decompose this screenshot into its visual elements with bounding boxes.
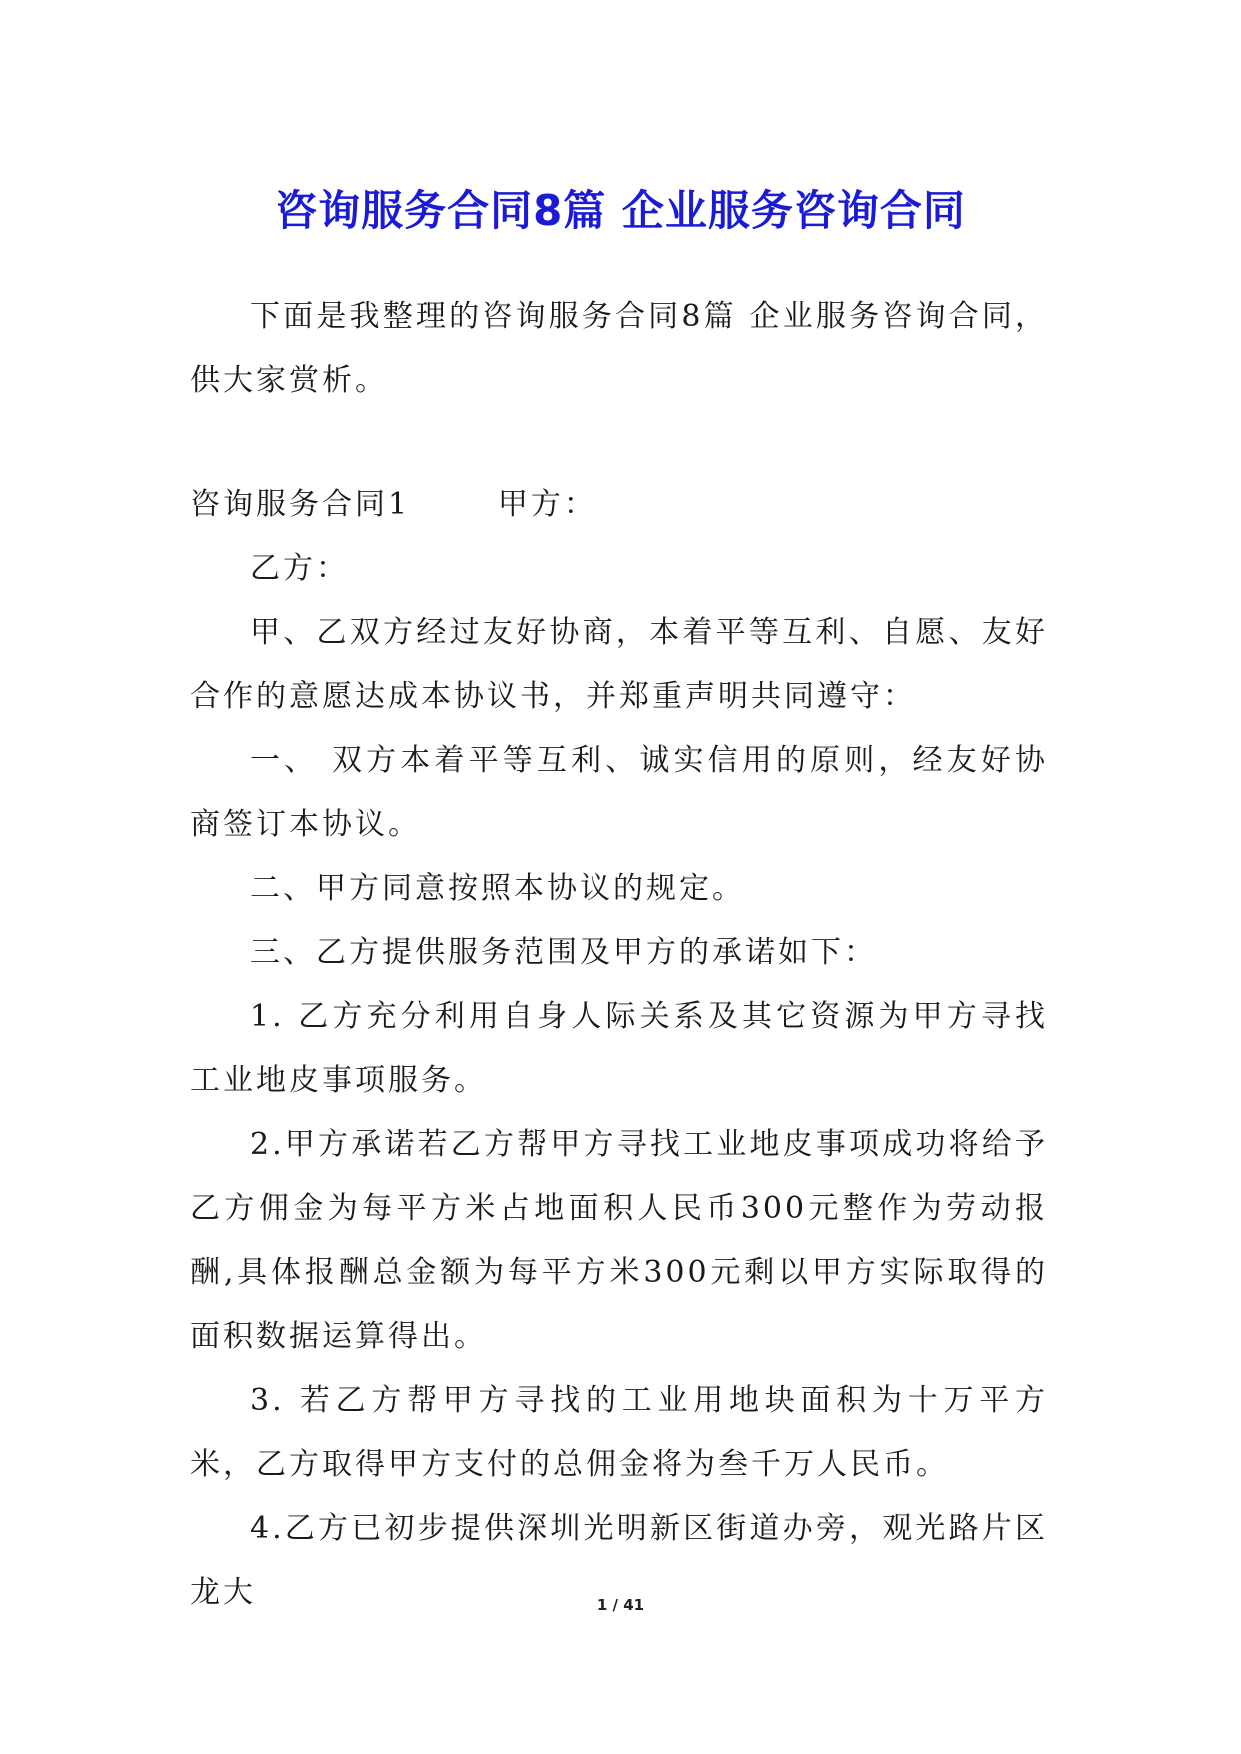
paragraph-item-4: 4.乙方已初步提供深圳光明新区街道办旁，观光路片区龙大 [190,1511,1048,1610]
paragraph-item-1: 1. 乙方充分利用自身人际关系及其它资源为甲方寻找工业地皮事项服务。 [190,999,1048,1098]
document-title: 咨询服务合同8篇 企业服务咨询合同 [275,186,966,236]
paragraph-clause-3: 三、乙方提供服务范围及甲方的承诺如下： [250,935,877,970]
page-number: 1 / 41 [596,1596,645,1614]
document-body [190,285,1048,1625]
paragraph-clause-2: 二、甲方同意按照本协议的规定。 [250,871,745,906]
paragraph-item-2: 2.甲方承诺若乙方帮甲方寻找工业地皮事项成功将给予乙方佣金为每平方米占地面积人民币300元整作为劳动报酬,具体报酬总金额为每平方米300元剩以甲方实际取得的面积数据运算得出。 [190,1127,1048,1354]
paragraph-item-3: 3. 若乙方帮甲方寻找的工业用地块面积为十万平方米，乙方取得甲方支付的总佣金将为叁千万人民币。 [190,1383,1048,1482]
paragraph-party-b: 乙方： [250,551,349,586]
intro-paragraph: 下面是我整理的咨询服务合同8篇 企业服务咨询合同，供大家赏析。 [190,299,1048,398]
paragraph-clause-1: 一、 双方本着平等互利、诚实信用的原则，经友好协商签订本协议。 [190,743,1048,842]
section-heading: 咨询服务合同1 甲方： [190,487,597,522]
paragraph-agreement: 甲、乙双方经过友好协商，本着平等互利、自愿、友好合作的意愿达成本协议书，并郑重声明共同遵守： [190,615,1048,714]
